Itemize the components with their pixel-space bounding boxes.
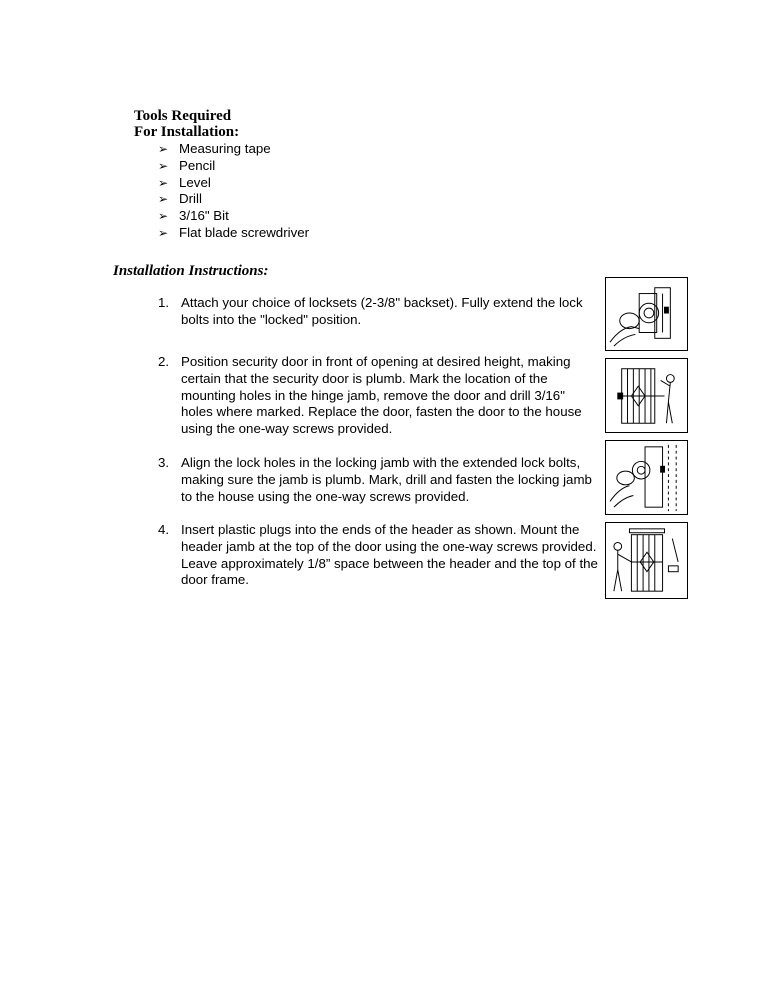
step-number: 3.: [158, 455, 170, 470]
tools-heading-line1: Tools Required: [134, 108, 232, 124]
list-item: [158, 158, 309, 175]
tools-heading-line2: For Installation:: [134, 124, 240, 140]
arrow-bullet-icon: ➢: [158, 192, 169, 207]
step-4: [158, 522, 598, 589]
tool-label: Drill: [179, 191, 202, 207]
list-item: [158, 191, 309, 208]
arrow-bullet-icon: ➢: [158, 175, 169, 190]
tool-label: Flat blade screwdriver: [179, 224, 310, 240]
step-text: Attach your choice of locksets (2-3/8" backset). Fully extend the lock bolts into the "locked" position.: [181, 295, 583, 327]
list-item: [158, 141, 309, 158]
header-jamb-illustration-icon: [605, 522, 688, 599]
step-number: 1.: [158, 295, 170, 310]
step-2: [158, 354, 598, 438]
tools-list: [158, 141, 309, 242]
step-text: Position security door in front of opening at desired height, making certain that the security door is plumb. Mark the location of the mounting holes in the hinge jamb, remove the door and drill 3/16" holes where marked. Replace the door, fasten the door to the house using the one-way screws provided.: [181, 354, 582, 437]
step-1: [158, 295, 598, 329]
installation-heading: Installation Instructions:: [113, 263, 269, 279]
step-text: Insert plastic plugs into the ends of the header as shown. Mount the header jamb at the top of the door using the one-way screws provided. Leave approximately 1/8” space between the header and the top of the door frame.: [181, 522, 598, 588]
step-number: 2.: [158, 354, 170, 369]
list-item: [158, 225, 309, 242]
tool-label: 3/16" Bit: [179, 208, 229, 224]
step-text: Align the lock holes in the locking jamb with the extended lock bolts, making sure the jamb is plumb. Mark, drill and fasten the locking jamb to the house using the one-way screws provided.: [181, 455, 592, 504]
tool-label: Measuring tape: [179, 141, 271, 156]
list-item: [158, 208, 309, 225]
list-item: [158, 175, 309, 192]
arrow-bullet-icon: ➢: [158, 209, 169, 224]
tool-label: Level: [179, 174, 211, 190]
tool-label: Pencil: [179, 157, 216, 173]
locking-jamb-illustration-icon: [605, 440, 688, 515]
arrow-bullet-icon: ➢: [158, 158, 169, 173]
door-installation-illustration-icon: [605, 358, 688, 433]
arrow-bullet-icon: ➢: [158, 225, 169, 240]
lockset-illustration-icon: [605, 277, 688, 351]
step-3: [158, 455, 598, 505]
tools-heading: [134, 108, 239, 140]
arrow-bullet-icon: ➢: [158, 142, 169, 156]
step-number: 4.: [158, 522, 170, 537]
